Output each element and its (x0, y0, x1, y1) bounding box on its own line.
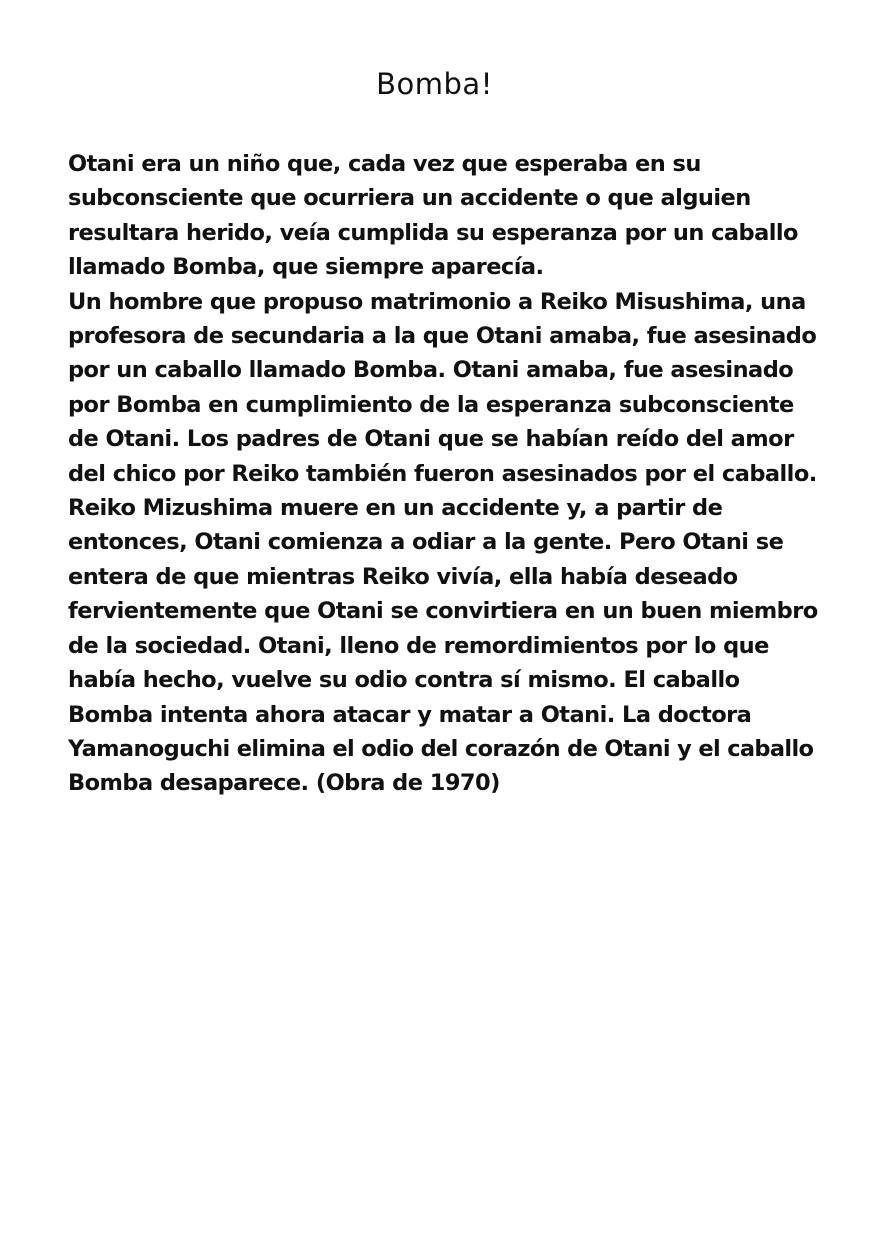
text-line: entonces, Otani comienza a odiar a la gente. Pero Otani se (68, 529, 784, 556)
text-line: por un caballo llamado Bomba. Otani amaba, fue asesinado (68, 357, 794, 384)
page-title: Bomba! (376, 67, 493, 101)
text-line: resultara herido, veía cumplida su esperanza por un caballo (68, 219, 798, 246)
text-line: fervientemente que Otani se convirtiera en un buen miembro (68, 598, 818, 625)
text-line: profesora de secundaria a la que Otani amaba, fue asesinado (68, 323, 817, 350)
text-line: había hecho, vuelve su odio contra sí mismo. El caballo (68, 667, 740, 694)
text-line: Un hombre que propuso matrimonio a Reiko Misushima, una (68, 288, 806, 315)
text-line: de la sociedad. Otani, lleno de remordimientos por lo que (68, 632, 769, 659)
text-line: por Bomba en cumplimiento de la esperanza subconsciente (68, 391, 794, 418)
text-line: entera de que mientras Reiko vivía, ella había deseado (68, 563, 738, 590)
text-line: subconsciente que ocurriera un accidente o que alguien (68, 185, 751, 212)
text-line: Bomba desaparece. (Obra de 1970) (68, 770, 500, 797)
text-line: del chico por Reiko también fueron asesinados por el caballo. (68, 460, 817, 487)
text-line: Otani era un niño que, cada vez que esperaba en su (68, 151, 701, 177)
text-line: Yamanoguchi elimina el odio del corazón de Otani y el caballo (68, 735, 814, 762)
synopsis-paragraph (68, 147, 818, 801)
text-line: Bomba intenta ahora atacar y matar a Otani. La doctora (68, 701, 752, 728)
text-line: de Otani. Los padres de Otani que se habían reído del amor (68, 426, 794, 453)
text-line: Reiko Mizushima muere en un accidente y, a partir de (68, 495, 723, 522)
text-line: llamado Bomba, que siempre aparecía. (68, 254, 544, 281)
